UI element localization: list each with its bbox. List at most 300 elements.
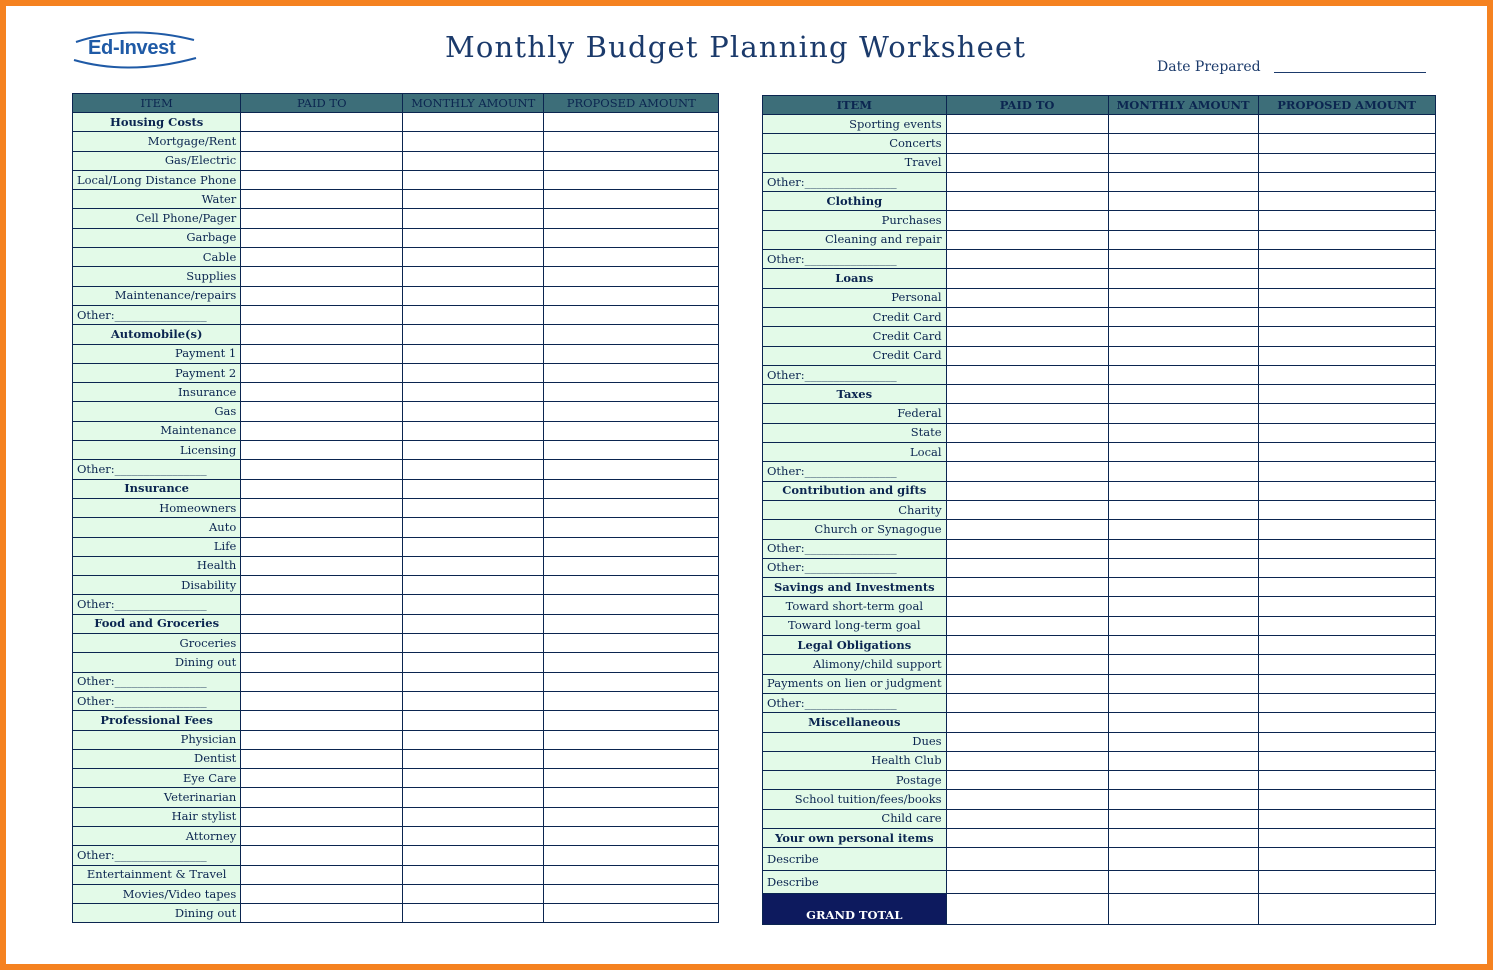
section-heading: Loans — [763, 269, 947, 288]
proposed-amount-cell[interactable] — [544, 788, 719, 807]
proposed-amount-cell[interactable] — [544, 248, 719, 267]
paid-to-cell[interactable] — [946, 500, 1108, 519]
paid-to-cell[interactable] — [946, 192, 1108, 211]
paid-to-cell[interactable] — [946, 578, 1108, 597]
proposed-amount-cell[interactable] — [1258, 269, 1435, 288]
proposed-amount-cell[interactable] — [544, 672, 719, 691]
monthly-amount-cell[interactable] — [1108, 871, 1258, 894]
paid-to-cell[interactable] — [241, 190, 403, 209]
monthly-amount-cell[interactable] — [403, 209, 544, 228]
monthly-amount-cell[interactable] — [403, 711, 544, 730]
proposed-amount-cell[interactable] — [1258, 616, 1435, 635]
table-row — [73, 807, 719, 826]
item-label: Physician — [73, 730, 241, 749]
proposed-amount-cell[interactable] — [1258, 713, 1435, 732]
monthly-amount-cell[interactable] — [403, 151, 544, 170]
proposed-amount-cell[interactable] — [544, 402, 719, 421]
monthly-amount-cell[interactable] — [403, 556, 544, 575]
monthly-amount-cell[interactable] — [1108, 693, 1258, 712]
paid-to-cell[interactable] — [946, 115, 1108, 134]
proposed-amount-cell[interactable] — [544, 826, 719, 845]
paid-to-cell[interactable] — [241, 363, 403, 382]
table-row — [763, 462, 1436, 481]
monthly-amount-cell[interactable] — [1108, 134, 1258, 153]
item-label: Dentist — [73, 749, 241, 768]
monthly-amount-cell[interactable] — [403, 634, 544, 653]
paid-to-cell[interactable] — [241, 498, 403, 517]
paid-to-cell[interactable] — [946, 636, 1108, 655]
proposed-amount-cell[interactable] — [544, 537, 719, 556]
monthly-amount-cell[interactable] — [1108, 423, 1258, 442]
paid-to-cell[interactable] — [946, 732, 1108, 751]
proposed-amount-cell[interactable] — [544, 479, 719, 498]
monthly-amount-cell[interactable] — [1108, 462, 1258, 481]
proposed-amount-cell[interactable] — [1258, 192, 1435, 211]
column-header-item: ITEM — [73, 94, 241, 113]
monthly-amount-cell[interactable] — [1108, 616, 1258, 635]
paid-to-cell[interactable] — [946, 385, 1108, 404]
monthly-amount-cell[interactable] — [403, 865, 544, 884]
proposed-amount-cell[interactable] — [1258, 578, 1435, 597]
proposed-amount-cell[interactable] — [544, 325, 719, 344]
paid-to-cell[interactable] — [241, 537, 403, 556]
proposed-amount-cell[interactable] — [544, 209, 719, 228]
paid-to-cell[interactable] — [241, 402, 403, 421]
proposed-amount-cell[interactable] — [544, 653, 719, 672]
paid-to-cell[interactable] — [241, 325, 403, 344]
paid-to-cell[interactable] — [241, 576, 403, 595]
paid-to-cell[interactable] — [946, 346, 1108, 365]
proposed-amount-cell[interactable] — [544, 267, 719, 286]
paid-to-cell[interactable] — [241, 460, 403, 479]
table-row — [73, 653, 719, 672]
section-heading: Contribution and gifts — [763, 481, 947, 500]
proposed-amount-cell[interactable] — [1258, 597, 1435, 616]
proposed-amount-cell[interactable] — [1258, 230, 1435, 249]
paid-to-cell[interactable] — [946, 751, 1108, 770]
page-title: Monthly Budget Planning Worksheet — [445, 30, 1027, 64]
paid-to-cell[interactable] — [241, 653, 403, 672]
item-label: Other:________________ — [763, 462, 947, 481]
column-header-monthly-amount: MONTHLY AMOUNT — [1108, 96, 1258, 115]
monthly-amount-cell[interactable] — [403, 576, 544, 595]
table-row — [763, 751, 1436, 770]
table-row — [73, 286, 719, 305]
proposed-amount-cell[interactable] — [544, 769, 719, 788]
monthly-amount-cell[interactable] — [1108, 674, 1258, 693]
table-row — [763, 307, 1436, 326]
paid-to-cell[interactable] — [946, 871, 1108, 894]
monthly-amount-cell[interactable] — [403, 190, 544, 209]
monthly-amount-cell[interactable] — [403, 537, 544, 556]
proposed-amount-cell[interactable] — [1258, 500, 1435, 519]
paid-to-cell[interactable] — [946, 828, 1108, 847]
proposed-amount-cell[interactable] — [544, 132, 719, 151]
table-row — [73, 769, 719, 788]
item-label: Attorney — [73, 826, 241, 845]
proposed-amount-cell[interactable] — [544, 595, 719, 614]
proposed-amount-cell[interactable] — [544, 228, 719, 247]
proposed-amount-cell[interactable] — [1258, 211, 1435, 230]
monthly-amount-cell[interactable] — [403, 691, 544, 710]
monthly-amount-cell[interactable] — [403, 305, 544, 324]
paid-to-cell[interactable] — [946, 539, 1108, 558]
proposed-amount-cell[interactable] — [544, 846, 719, 865]
item-label: Health — [73, 556, 241, 575]
paid-to-cell[interactable] — [946, 365, 1108, 384]
monthly-amount-cell[interactable] — [403, 363, 544, 382]
paid-to-cell[interactable] — [241, 441, 403, 460]
paid-to-cell[interactable] — [946, 713, 1108, 732]
monthly-amount-cell[interactable] — [403, 788, 544, 807]
paid-to-cell[interactable] — [241, 286, 403, 305]
paid-to-cell[interactable] — [241, 788, 403, 807]
monthly-amount-cell[interactable] — [1108, 848, 1258, 871]
proposed-amount-cell[interactable] — [1258, 520, 1435, 539]
item-label: Other:________________ — [763, 172, 947, 191]
proposed-amount-cell[interactable] — [544, 498, 719, 517]
paid-to-cell[interactable] — [946, 655, 1108, 674]
paid-to-cell[interactable] — [946, 809, 1108, 828]
proposed-amount-cell[interactable] — [1258, 423, 1435, 442]
proposed-amount-cell[interactable] — [1258, 751, 1435, 770]
paid-to-cell[interactable] — [241, 305, 403, 324]
paid-to-cell[interactable] — [241, 595, 403, 614]
item-label: Auto — [73, 518, 241, 537]
monthly-amount-cell[interactable] — [1108, 172, 1258, 191]
monthly-amount-cell[interactable] — [1108, 636, 1258, 655]
monthly-amount-cell[interactable] — [403, 113, 544, 132]
proposed-amount-cell[interactable] — [1258, 790, 1435, 809]
paid-to-cell[interactable] — [946, 597, 1108, 616]
monthly-amount-cell[interactable] — [403, 325, 544, 344]
monthly-amount-cell[interactable] — [403, 286, 544, 305]
table-row — [73, 460, 719, 479]
monthly-amount-cell[interactable] — [1108, 481, 1258, 500]
proposed-amount-cell[interactable] — [544, 151, 719, 170]
monthly-amount-cell[interactable] — [1108, 500, 1258, 519]
paid-to-cell[interactable] — [241, 170, 403, 189]
proposed-amount-cell[interactable] — [544, 904, 719, 923]
monthly-amount-cell[interactable] — [1108, 404, 1258, 423]
proposed-amount-cell[interactable] — [544, 170, 719, 189]
paid-to-cell[interactable] — [241, 479, 403, 498]
monthly-amount-cell[interactable] — [1108, 713, 1258, 732]
table-row — [763, 404, 1436, 423]
monthly-amount-cell[interactable] — [1108, 230, 1258, 249]
item-label: Insurance — [73, 383, 241, 402]
proposed-amount-cell[interactable] — [544, 749, 719, 768]
table-row — [763, 385, 1436, 404]
paid-to-cell[interactable] — [946, 307, 1108, 326]
proposed-amount-cell[interactable] — [544, 711, 719, 730]
monthly-amount-cell[interactable] — [1108, 346, 1258, 365]
paid-to-cell[interactable] — [241, 807, 403, 826]
monthly-amount-cell[interactable] — [403, 826, 544, 845]
monthly-amount-cell[interactable] — [1108, 153, 1258, 172]
paid-to-cell[interactable] — [241, 634, 403, 653]
monthly-amount-cell[interactable] — [1108, 307, 1258, 326]
paid-to-cell[interactable] — [241, 614, 403, 633]
table-row — [73, 884, 719, 903]
proposed-amount-cell[interactable] — [1258, 636, 1435, 655]
monthly-amount-cell[interactable] — [403, 614, 544, 633]
monthly-amount-cell[interactable] — [1108, 539, 1258, 558]
right-budget-table — [762, 95, 1436, 925]
table-row — [73, 209, 719, 228]
monthly-amount-cell[interactable] — [403, 518, 544, 537]
monthly-amount-cell[interactable] — [403, 904, 544, 923]
monthly-amount-cell[interactable] — [403, 170, 544, 189]
table-row — [73, 537, 719, 556]
column-header-paid-to: PAID TO — [241, 94, 403, 113]
proposed-amount-cell[interactable] — [1258, 674, 1435, 693]
proposed-amount-cell[interactable] — [1258, 172, 1435, 191]
monthly-amount-cell[interactable] — [1108, 192, 1258, 211]
monthly-amount-cell[interactable] — [1108, 365, 1258, 384]
paid-to-cell[interactable] — [946, 481, 1108, 500]
proposed-amount-cell[interactable] — [1258, 307, 1435, 326]
paid-to-cell[interactable] — [241, 749, 403, 768]
paid-to-cell[interactable] — [946, 134, 1108, 153]
paid-to-cell[interactable] — [241, 846, 403, 865]
proposed-amount-cell[interactable] — [544, 807, 719, 826]
monthly-amount-cell[interactable] — [403, 653, 544, 672]
proposed-amount-cell[interactable] — [544, 884, 719, 903]
monthly-amount-cell[interactable] — [403, 672, 544, 691]
item-label: Maintenance — [73, 421, 241, 440]
table-row — [73, 132, 719, 151]
monthly-amount-cell[interactable] — [1108, 327, 1258, 346]
table-row — [763, 790, 1436, 809]
paid-to-cell[interactable] — [241, 228, 403, 247]
item-label: Groceries — [73, 634, 241, 653]
monthly-amount-cell[interactable] — [403, 769, 544, 788]
monthly-amount-cell[interactable] — [403, 479, 544, 498]
monthly-amount-cell[interactable] — [1108, 828, 1258, 847]
paid-to-cell[interactable] — [241, 383, 403, 402]
grand-total-proposed-amount-cell[interactable] — [1258, 894, 1435, 925]
monthly-amount-cell[interactable] — [1108, 732, 1258, 751]
paid-to-cell[interactable] — [241, 691, 403, 710]
monthly-amount-cell[interactable] — [403, 248, 544, 267]
monthly-amount-cell[interactable] — [1108, 520, 1258, 539]
monthly-amount-cell[interactable] — [403, 749, 544, 768]
paid-to-cell[interactable] — [241, 711, 403, 730]
proposed-amount-cell[interactable] — [544, 614, 719, 633]
paid-to-cell[interactable] — [946, 269, 1108, 288]
proposed-amount-cell[interactable] — [1258, 462, 1435, 481]
paid-to-cell[interactable] — [241, 865, 403, 884]
proposed-amount-cell[interactable] — [1258, 153, 1435, 172]
column-header-paid-to: PAID TO — [946, 96, 1108, 115]
paid-to-cell[interactable] — [946, 462, 1108, 481]
monthly-amount-cell[interactable] — [1108, 385, 1258, 404]
paid-to-cell[interactable] — [946, 327, 1108, 346]
monthly-amount-cell[interactable] — [403, 730, 544, 749]
monthly-amount-cell[interactable] — [403, 228, 544, 247]
proposed-amount-cell[interactable] — [544, 190, 719, 209]
monthly-amount-cell[interactable] — [403, 344, 544, 363]
monthly-amount-cell[interactable] — [1108, 655, 1258, 674]
proposed-amount-cell[interactable] — [544, 286, 719, 305]
paid-to-cell[interactable] — [241, 151, 403, 170]
monthly-amount-cell[interactable] — [403, 383, 544, 402]
proposed-amount-cell[interactable] — [544, 865, 719, 884]
paid-to-cell[interactable] — [946, 443, 1108, 462]
section-heading: Housing Costs — [73, 113, 241, 132]
item-label: Gas/Electric — [73, 151, 241, 170]
proposed-amount-cell[interactable] — [1258, 385, 1435, 404]
monthly-amount-cell[interactable] — [403, 884, 544, 903]
proposed-amount-cell[interactable] — [1258, 732, 1435, 751]
paid-to-cell[interactable] — [241, 884, 403, 903]
proposed-amount-cell[interactable] — [1258, 346, 1435, 365]
date-prepared-label: Date Prepared — [1157, 59, 1261, 75]
item-label: Church or Synagogue — [763, 520, 947, 539]
date-prepared-field[interactable] — [1274, 72, 1426, 73]
monthly-amount-cell[interactable] — [403, 498, 544, 517]
item-label: Dues — [763, 732, 947, 751]
proposed-amount-cell[interactable] — [544, 113, 719, 132]
proposed-amount-cell[interactable] — [1258, 809, 1435, 828]
paid-to-cell[interactable] — [241, 769, 403, 788]
proposed-amount-cell[interactable] — [544, 634, 719, 653]
proposed-amount-cell[interactable] — [1258, 288, 1435, 307]
proposed-amount-cell[interactable] — [1258, 404, 1435, 423]
paid-to-cell[interactable] — [946, 211, 1108, 230]
grand-total-paid-to-cell[interactable] — [946, 894, 1108, 925]
item-label: Mortgage/Rent — [73, 132, 241, 151]
paid-to-cell[interactable] — [241, 421, 403, 440]
monthly-amount-cell[interactable] — [1108, 288, 1258, 307]
paid-to-cell[interactable] — [946, 172, 1108, 191]
table-row — [73, 441, 719, 460]
proposed-amount-cell[interactable] — [544, 518, 719, 537]
proposed-amount-cell[interactable] — [544, 730, 719, 749]
proposed-amount-cell[interactable] — [1258, 848, 1435, 871]
proposed-amount-cell[interactable] — [1258, 443, 1435, 462]
paid-to-cell[interactable] — [946, 693, 1108, 712]
monthly-amount-cell[interactable] — [1108, 771, 1258, 790]
paid-to-cell[interactable] — [241, 556, 403, 575]
table-row — [763, 828, 1436, 847]
item-label: Federal — [763, 404, 947, 423]
monthly-amount-cell[interactable] — [1108, 809, 1258, 828]
proposed-amount-cell[interactable] — [1258, 871, 1435, 894]
paid-to-cell[interactable] — [946, 288, 1108, 307]
table-row — [763, 809, 1436, 828]
monthly-amount-cell[interactable] — [1108, 115, 1258, 134]
paid-to-cell[interactable] — [241, 730, 403, 749]
monthly-amount-cell[interactable] — [1108, 211, 1258, 230]
monthly-amount-cell[interactable] — [403, 132, 544, 151]
monthly-amount-cell[interactable] — [403, 267, 544, 286]
proposed-amount-cell[interactable] — [1258, 693, 1435, 712]
paid-to-cell[interactable] — [946, 423, 1108, 442]
proposed-amount-cell[interactable] — [1258, 771, 1435, 790]
proposed-amount-cell[interactable] — [544, 556, 719, 575]
proposed-amount-cell[interactable] — [1258, 655, 1435, 674]
proposed-amount-cell[interactable] — [544, 460, 719, 479]
item-label: Cable — [73, 248, 241, 267]
paid-to-cell[interactable] — [946, 771, 1108, 790]
proposed-amount-cell[interactable] — [544, 344, 719, 363]
paid-to-cell[interactable] — [241, 132, 403, 151]
paid-to-cell[interactable] — [946, 153, 1108, 172]
proposed-amount-cell[interactable] — [1258, 134, 1435, 153]
monthly-amount-cell[interactable] — [403, 441, 544, 460]
paid-to-cell[interactable] — [946, 848, 1108, 871]
item-label: Other:________________ — [763, 365, 947, 384]
proposed-amount-cell[interactable] — [544, 691, 719, 710]
monthly-amount-cell[interactable] — [403, 595, 544, 614]
monthly-amount-cell[interactable] — [403, 807, 544, 826]
proposed-amount-cell[interactable] — [1258, 558, 1435, 577]
proposed-amount-cell[interactable] — [1258, 828, 1435, 847]
paid-to-cell[interactable] — [946, 404, 1108, 423]
proposed-amount-cell[interactable] — [1258, 481, 1435, 500]
proposed-amount-cell[interactable] — [544, 576, 719, 595]
monthly-amount-cell[interactable] — [1108, 751, 1258, 770]
monthly-amount-cell[interactable] — [1108, 443, 1258, 462]
monthly-amount-cell[interactable] — [1108, 790, 1258, 809]
table-row — [73, 248, 719, 267]
paid-to-cell[interactable] — [946, 616, 1108, 635]
proposed-amount-cell[interactable] — [1258, 327, 1435, 346]
paid-to-cell[interactable] — [241, 904, 403, 923]
monthly-amount-cell[interactable] — [403, 421, 544, 440]
paid-to-cell[interactable] — [946, 674, 1108, 693]
proposed-amount-cell[interactable] — [1258, 365, 1435, 384]
monthly-amount-cell[interactable] — [403, 846, 544, 865]
proposed-amount-cell[interactable] — [544, 383, 719, 402]
paid-to-cell[interactable] — [241, 518, 403, 537]
monthly-amount-cell[interactable] — [1108, 269, 1258, 288]
paid-to-cell[interactable] — [946, 230, 1108, 249]
monthly-amount-cell[interactable] — [403, 402, 544, 421]
proposed-amount-cell[interactable] — [544, 421, 719, 440]
paid-to-cell[interactable] — [946, 790, 1108, 809]
monthly-amount-cell[interactable] — [403, 460, 544, 479]
proposed-amount-cell[interactable] — [544, 305, 719, 324]
proposed-amount-cell[interactable] — [544, 441, 719, 460]
monthly-amount-cell[interactable] — [1108, 558, 1258, 577]
paid-to-cell[interactable] — [946, 558, 1108, 577]
item-label: Eye Care — [73, 769, 241, 788]
proposed-amount-cell[interactable] — [1258, 115, 1435, 134]
proposed-amount-cell[interactable] — [1258, 250, 1435, 269]
paid-to-cell[interactable] — [241, 267, 403, 286]
table-row — [73, 190, 719, 209]
proposed-amount-cell[interactable] — [544, 363, 719, 382]
paid-to-cell[interactable] — [946, 250, 1108, 269]
paid-to-cell[interactable] — [241, 113, 403, 132]
paid-to-cell[interactable] — [241, 672, 403, 691]
monthly-amount-cell[interactable] — [1108, 578, 1258, 597]
paid-to-cell[interactable] — [241, 209, 403, 228]
paid-to-cell[interactable] — [241, 248, 403, 267]
paid-to-cell[interactable] — [946, 520, 1108, 539]
item-label: Travel — [763, 153, 947, 172]
monthly-amount-cell[interactable] — [1108, 597, 1258, 616]
grand-total-monthly-amount-cell[interactable] — [1108, 894, 1258, 925]
paid-to-cell[interactable] — [241, 344, 403, 363]
paid-to-cell[interactable] — [241, 826, 403, 845]
monthly-amount-cell[interactable] — [1108, 250, 1258, 269]
proposed-amount-cell[interactable] — [1258, 539, 1435, 558]
table-row — [73, 228, 719, 247]
